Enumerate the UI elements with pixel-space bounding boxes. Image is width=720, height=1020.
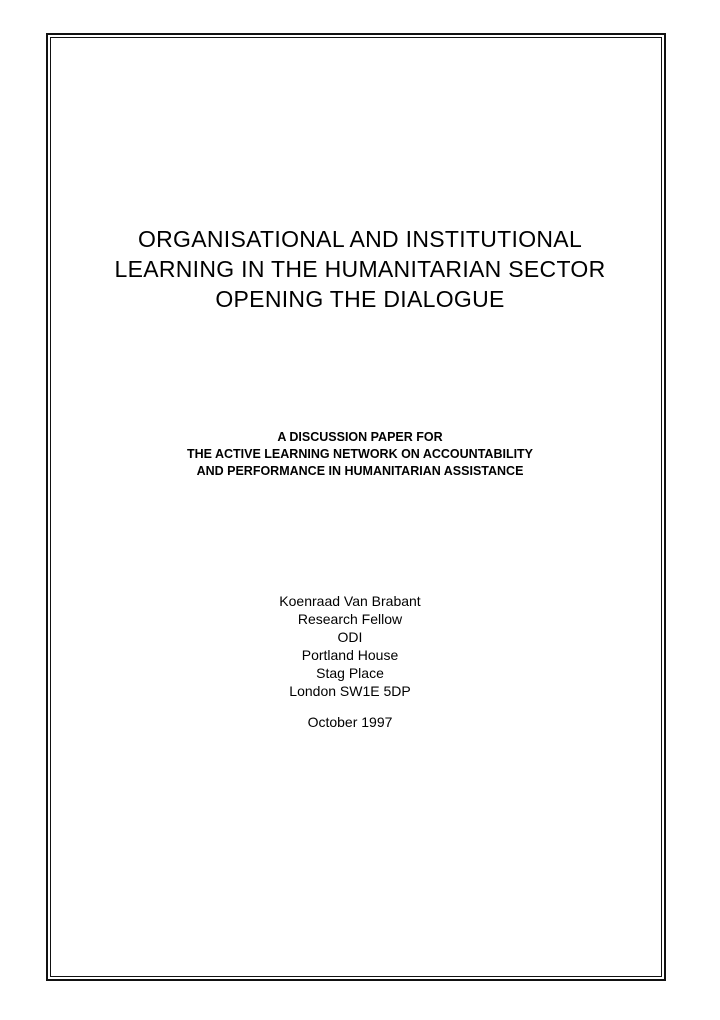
address-line-2: Stag Place xyxy=(316,665,384,681)
subtitle-line-1: A DISCUSSION PAPER FOR xyxy=(277,430,443,444)
document-title xyxy=(0,224,720,314)
subtitle-line-2: THE ACTIVE LEARNING NETWORK ON ACCOUNTABILITY xyxy=(186,447,534,461)
subtitle-line-3: AND PERFORMANCE IN HUMANITARIAN ASSISTANCE xyxy=(196,464,524,478)
title-line-2: LEARNING IN THE HUMANITARIAN SECTOR xyxy=(114,256,606,282)
author-organisation: ODI xyxy=(337,629,363,645)
publication-date: October 1997 xyxy=(307,714,393,730)
page-border-inner xyxy=(50,37,662,977)
document-subtitle xyxy=(0,429,720,480)
address-line-1: Portland House xyxy=(301,647,399,663)
title-line-1: ORGANISATIONAL AND INSTITUTIONAL xyxy=(137,226,583,252)
author-name: Koenraad Van Brabant xyxy=(279,593,421,609)
author-role: Research Fellow xyxy=(297,611,403,627)
author-block xyxy=(0,592,700,700)
title-line-3: OPENING THE DIALOGUE xyxy=(215,286,505,312)
address-line-3: London SW1E 5DP xyxy=(289,683,411,699)
